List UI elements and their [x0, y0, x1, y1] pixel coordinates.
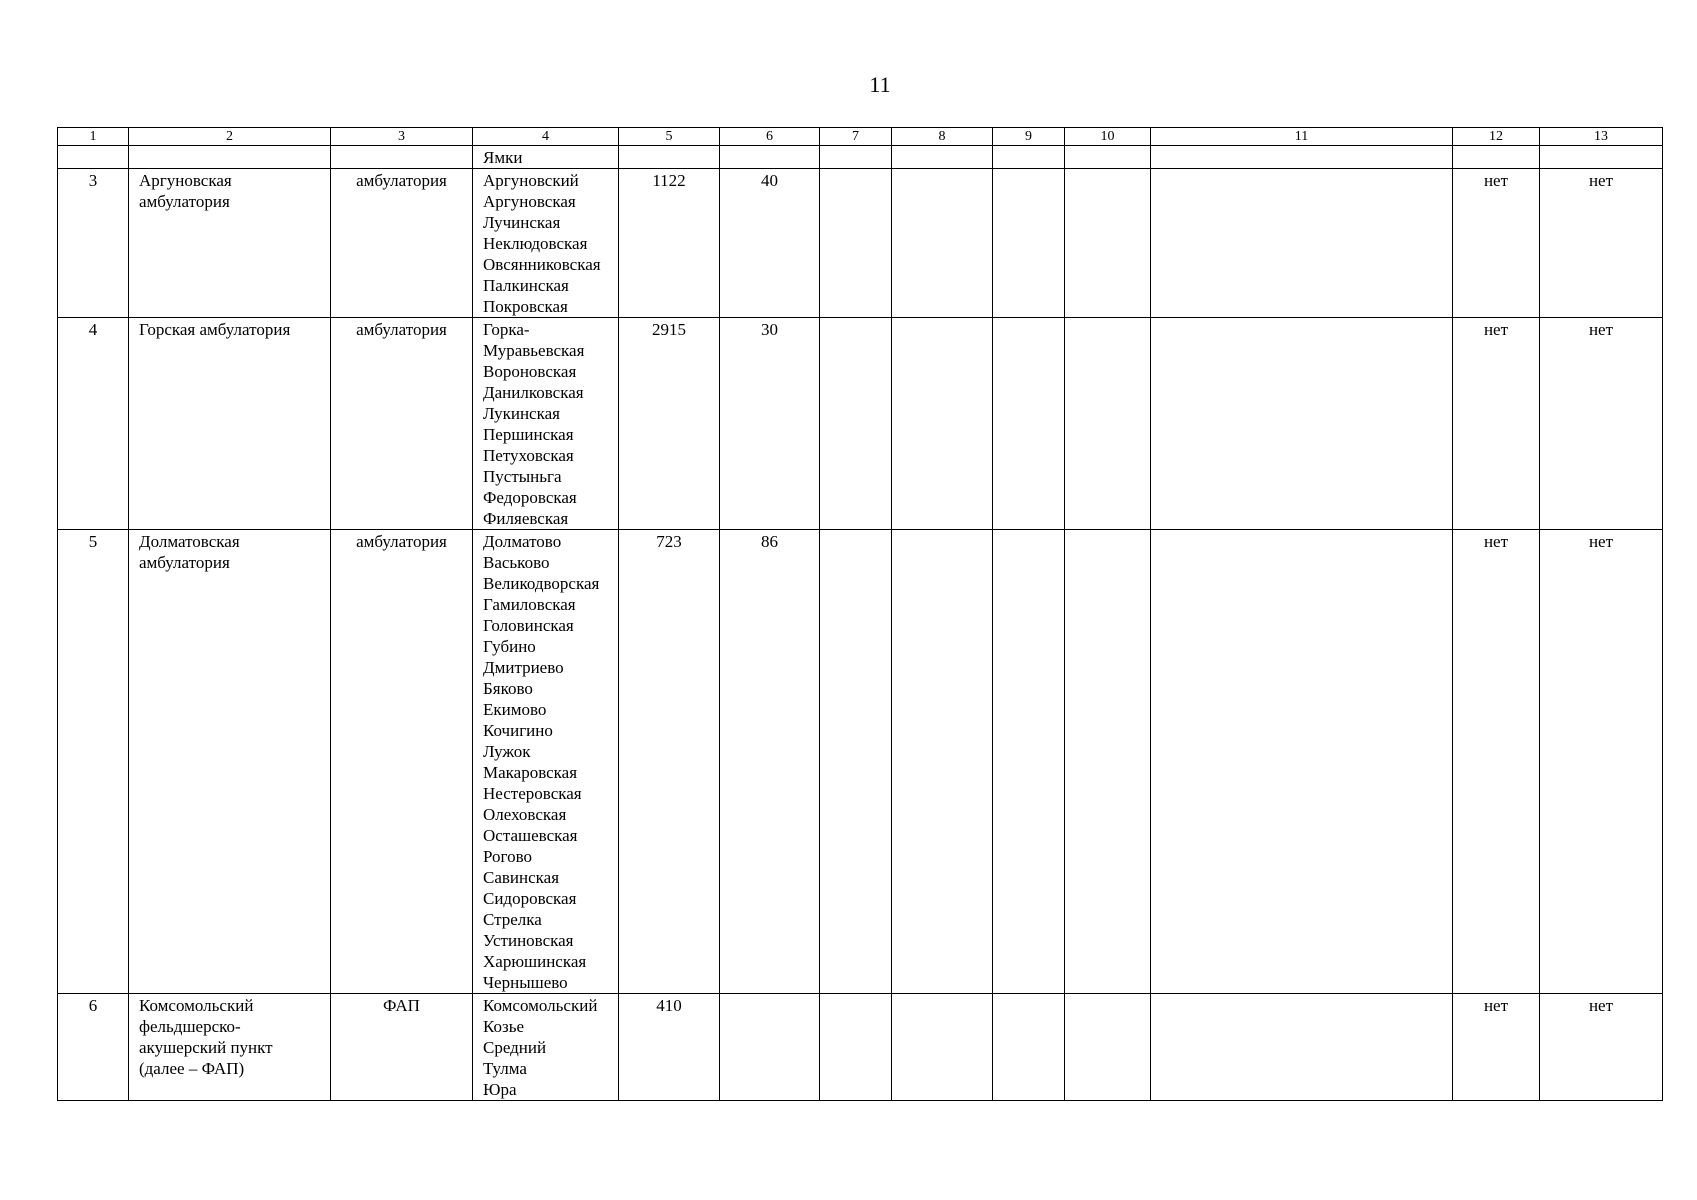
col9-cell [993, 530, 1065, 994]
facility-type-cell: амбулатория [331, 318, 473, 530]
column-number: 6 [720, 128, 820, 146]
facility-type-cell: амбулатория [331, 169, 473, 318]
facility-type-cell: амбулатория [331, 530, 473, 994]
col13-cell: нет [1540, 994, 1663, 1101]
col7-cell [820, 994, 892, 1101]
settlements-cell [473, 169, 619, 318]
col9-cell [993, 318, 1065, 530]
column-number: 9 [993, 128, 1065, 146]
table-row [58, 318, 1663, 530]
facility-name-cell-line: Горская амбулатория [139, 320, 291, 339]
settlements-cell-line: Гамиловская [483, 595, 576, 614]
col12-cell: нет [1453, 994, 1540, 1101]
settlements-cell-line: Макаровская [483, 763, 578, 782]
settlements-cell-line: Лужок [483, 742, 531, 761]
col6-cell: 40 [720, 169, 820, 318]
facility-name-cell-line: Аргуновская [139, 171, 232, 190]
col10-cell [1065, 994, 1151, 1101]
col8-cell [892, 169, 993, 318]
settlements-cell-line: Кочигино [483, 721, 553, 740]
settlements-cell-line: Аргуновский [483, 171, 579, 190]
settlements-cell-line: Юра [483, 1080, 517, 1099]
settlements-cell-line: Савинская [483, 868, 560, 887]
settlements-cell-line: Нестеровская [483, 784, 582, 803]
settlements-cell-line: Рогово [483, 847, 532, 866]
col5-cell: 2915 [619, 318, 720, 530]
settlements-cell-line: Палкинская [483, 276, 569, 295]
facility-name-cell-line: Комсомольский [139, 996, 254, 1015]
col10-cell [1065, 169, 1151, 318]
settlements-cell-line: Филяевская [483, 509, 569, 528]
col8-cell [892, 318, 993, 530]
page-number: 11 [869, 72, 891, 97]
settlements-cell-line: Горка- [483, 320, 530, 339]
facility-name-cell [129, 169, 331, 318]
col12-cell: нет [1453, 530, 1540, 994]
column-number: 8 [892, 128, 993, 146]
settlements-cell-line: Чернышево [483, 973, 568, 992]
settlements-cell-line: Аргуновская [483, 192, 576, 211]
column-number: 11 [1151, 128, 1453, 146]
col9-cell [993, 994, 1065, 1101]
settlements-cell-line: Стрелка [483, 910, 542, 929]
settlements-cell [473, 530, 619, 994]
col10-cell [1065, 530, 1151, 994]
row-number-cell: 5 [58, 530, 129, 994]
settlements-cell-line: Неклюдовская [483, 234, 588, 253]
table-row [58, 994, 1663, 1101]
settlements-cell-line: Пустыньга [483, 467, 562, 486]
col6-cell [720, 994, 820, 1101]
col9-cell [993, 169, 1065, 318]
col13-cell: нет [1540, 530, 1663, 994]
column-number: 10 [1065, 128, 1151, 146]
settlements-cell-line: Средний [483, 1038, 547, 1057]
column-number: 4 [473, 128, 619, 146]
facility-name-cell-line: (далее – ФАП) [139, 1059, 245, 1078]
settlements-cell-line: Петуховская [483, 446, 574, 465]
col5-cell: 723 [619, 530, 720, 994]
settlements-cell-line: Великодворская [483, 574, 600, 593]
facility-name-cell-line: Долматовская [139, 532, 240, 551]
data-table [57, 127, 1663, 1101]
settlements-cell-line: Першинская [483, 425, 574, 444]
col7-cell [820, 318, 892, 530]
settlements-cell-line: Олеховская [483, 805, 567, 824]
column-number: 12 [1453, 128, 1540, 146]
settlements-cell-line: Лучинская [483, 213, 561, 232]
column-number: 5 [619, 128, 720, 146]
col11-cell [1151, 994, 1453, 1101]
settlements-cell-line: Комсомольский [483, 996, 598, 1015]
table-row [58, 530, 1663, 994]
settlements-cell-line: Осташевская [483, 826, 578, 845]
facility-name-cell [129, 530, 331, 994]
facility-name-cell-line: фельдшерско- [139, 1017, 241, 1036]
settlements-cell-line: Губино [483, 637, 536, 656]
col13-cell: нет [1540, 318, 1663, 530]
col7-cell [820, 169, 892, 318]
col11-cell [1151, 169, 1453, 318]
col12-cell: нет [1453, 318, 1540, 530]
col6-cell: 86 [720, 530, 820, 994]
settlements-cell-line: Харюшинская [483, 952, 587, 971]
facility-name-cell-line: амбулатория [139, 192, 230, 211]
col10-cell [1065, 318, 1151, 530]
facility-name-cell [129, 318, 331, 530]
settlements-cell-line: Долматово [483, 532, 562, 551]
settlements-cell-line: Покровская [483, 297, 568, 316]
col11-cell [1151, 318, 1453, 530]
facility-name-cell-line: акушерский пункт [139, 1038, 273, 1057]
settlements-cell-line: Васьково [483, 553, 550, 572]
facility-name-cell [129, 994, 331, 1101]
col7-cell [820, 530, 892, 994]
col11-cell [1151, 530, 1453, 994]
settlements-cell-line: Дмитриево [483, 658, 564, 677]
column-number: 1 [58, 128, 129, 146]
table-row [58, 169, 1663, 318]
settlements-cell [473, 994, 619, 1101]
column-number: 7 [820, 128, 892, 146]
settlements-cell-line: Сидоровская [483, 889, 577, 908]
column-numbers-row [58, 128, 1663, 146]
col5-cell: 410 [619, 994, 720, 1101]
facility-type-cell: ФАП [331, 994, 473, 1101]
col5-cell: 1122 [619, 169, 720, 318]
col8-cell [892, 530, 993, 994]
col12-cell: нет [1453, 169, 1540, 318]
settlements-cell-line: Федоровская [483, 488, 577, 507]
settlements-cell-line: Муравьевская [483, 341, 585, 360]
settlements-cell-line: Лукинская [483, 404, 560, 423]
settlements-cell-line: Екимово [483, 700, 547, 719]
column-number: 3 [331, 128, 473, 146]
settlements-cell-line: Козье [483, 1017, 525, 1036]
col13-cell: нет [1540, 169, 1663, 318]
col6-cell: 30 [720, 318, 820, 530]
settlements-cell-line: Тулма [483, 1059, 527, 1078]
settlements-cell-line: Головинская [483, 616, 574, 635]
row-number-cell: 4 [58, 318, 129, 530]
row-number-cell: 3 [58, 169, 129, 318]
settlements-cell-line: Устиновская [483, 931, 574, 950]
facility-name-cell-line: амбулатория [139, 553, 230, 572]
col8-cell [892, 994, 993, 1101]
settlements-cell-line: Овсянниковская [483, 255, 601, 274]
column-number: 13 [1540, 128, 1663, 146]
column-number: 2 [129, 128, 331, 146]
settlements-cell-line: Вороновская [483, 362, 577, 381]
settlement-cell: Ямки [473, 146, 619, 169]
settlements-cell [473, 318, 619, 530]
continuation-row [58, 146, 1663, 169]
settlements-cell-line: Данилковская [483, 383, 584, 402]
table-body [58, 128, 1663, 1101]
row-number-cell: 6 [58, 994, 129, 1101]
settlements-cell-line: Бяково [483, 679, 533, 698]
